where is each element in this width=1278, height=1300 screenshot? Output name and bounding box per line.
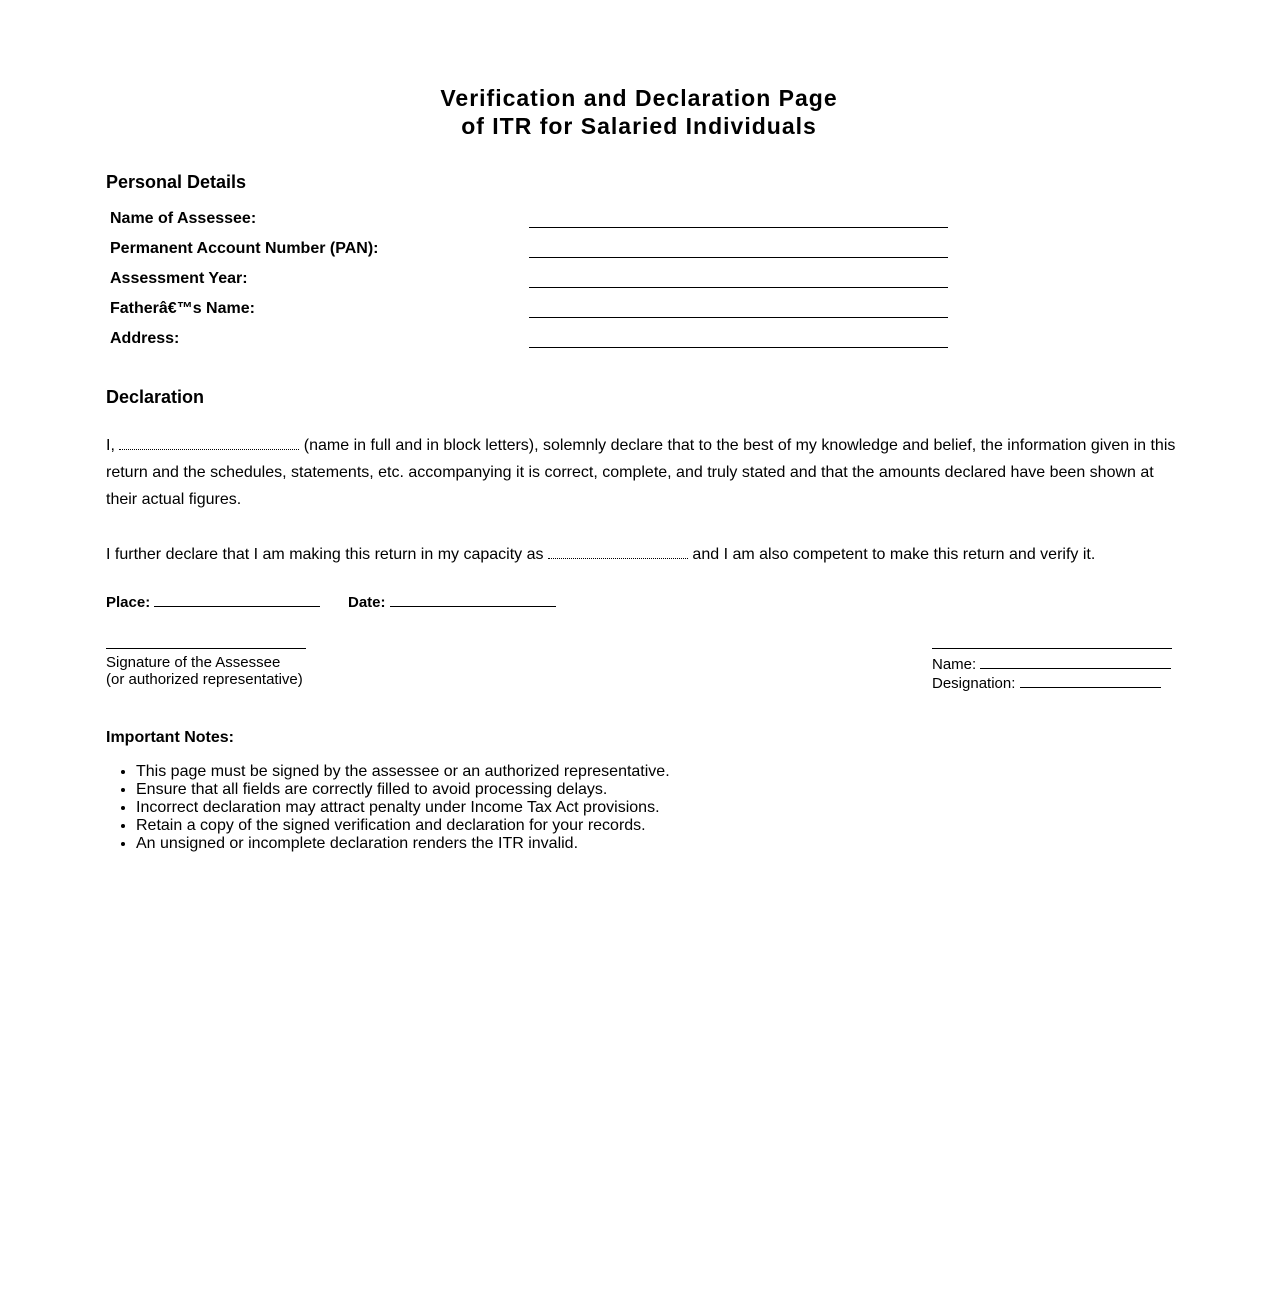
- designation-label: Designation:: [932, 675, 1016, 692]
- signature-caption-line-1: Signature of the Assessee: [106, 654, 281, 671]
- note-item: • An unsigned or incomplete declaration renders the ITR invalid.: [136, 835, 670, 853]
- note-item: • Ensure that all fields are correctly filled to avoid processing delays.: [136, 781, 670, 799]
- declaration-heading: Declaration: [106, 387, 205, 407]
- important-notes-heading: Important Notes:: [106, 729, 234, 746]
- assessment-year-input-line[interactable]: [529, 287, 948, 288]
- date-input-line[interactable]: [390, 592, 556, 607]
- capacity-blank[interactable]: [548, 544, 688, 559]
- place-input-line[interactable]: [154, 592, 320, 607]
- declaration-paragraph-1: [106, 432, 1176, 513]
- declaration-paragraph-2: [106, 541, 1176, 568]
- date-label: Date:: [348, 594, 386, 611]
- declarant-name-blank[interactable]: [119, 435, 299, 450]
- important-notes-list: [106, 763, 670, 853]
- pan-input-line[interactable]: [529, 257, 948, 258]
- personal-details-heading: Personal Details: [106, 172, 247, 192]
- place-label: Place:: [106, 594, 151, 611]
- signature-caption-line-2: (or authorized representative): [106, 671, 303, 688]
- place-field: [106, 592, 320, 611]
- designation-row: [932, 673, 1171, 692]
- assessee-name-input-line[interactable]: [529, 227, 948, 228]
- field-label-fathers-name: Fatherâ€™s Name:: [110, 300, 255, 317]
- declaration-text: (name in full and in block letters), solemnly declare that to the best of my knowledge and belief, the information given in this return and the schedules, statements, etc. accompanying it is correct, complete, and truly stated and that the amounts declared have been shown at their actual figures.: [106, 437, 1176, 508]
- fathers-name-input-line[interactable]: [529, 317, 948, 318]
- field-label-assessment-year: Assessment Year:: [110, 270, 248, 287]
- note-item: • Incorrect declaration may attract penalty under Income Tax Act provisions.: [136, 799, 670, 817]
- signatory-details: [932, 654, 1171, 692]
- capacity-suffix: and I am also competent to make this return and verify it.: [692, 546, 1096, 563]
- page-title-line-1: Verification and Declaration Page: [440, 85, 838, 111]
- note-item: • This page must be signed by the assessee or an authorized representative.: [136, 763, 670, 781]
- name-label: Name:: [932, 656, 977, 673]
- name-row: [932, 654, 1171, 673]
- name-input-line[interactable]: [980, 654, 1171, 669]
- page-title: [0, 84, 1278, 140]
- field-label-assessee-name: Name of Assessee:: [110, 210, 257, 227]
- right-signature-line[interactable]: [932, 648, 1172, 649]
- signature-caption: [106, 654, 303, 688]
- capacity-prefix: I further declare that I am making this return in my capacity as: [106, 546, 544, 563]
- address-input-line[interactable]: [529, 347, 948, 348]
- field-label-address: Address:: [110, 330, 180, 347]
- note-item: • Retain a copy of the signed verification and declaration for your records.: [136, 817, 670, 835]
- declaration-prefix: I,: [106, 437, 115, 454]
- designation-input-line[interactable]: [1020, 673, 1161, 688]
- page-title-line-2: of ITR for Salaried Individuals: [461, 113, 817, 139]
- signature-line[interactable]: [106, 648, 306, 649]
- field-label-pan: Permanent Account Number (PAN):: [110, 240, 379, 257]
- date-field: [348, 592, 556, 611]
